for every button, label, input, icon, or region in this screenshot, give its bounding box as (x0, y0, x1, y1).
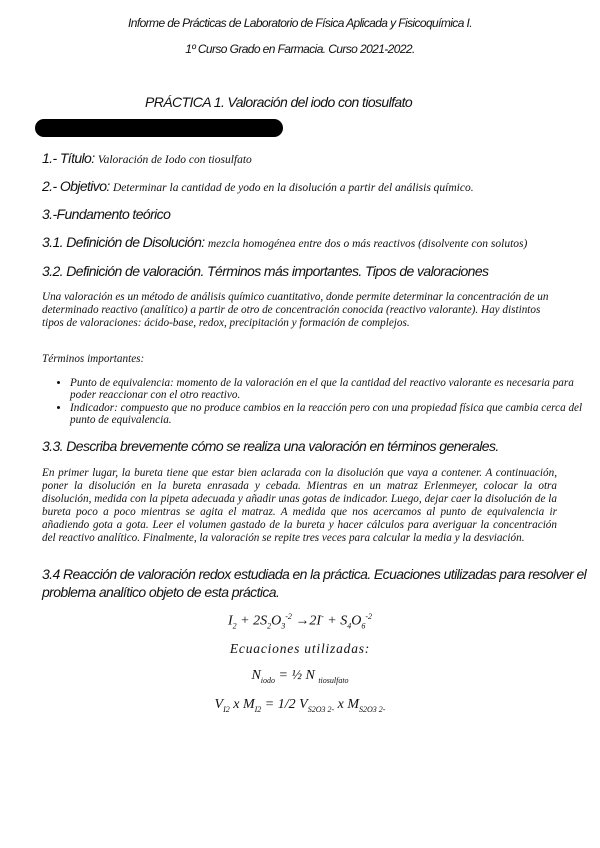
list-item: • Punto de equivalencia: momento de la valoración en el que la cantidad del reactivo valorante es necesaria para poder reaccionar con el otro reactivo. (70, 377, 590, 401)
terminos-label: Términos importantes: (42, 353, 145, 365)
thiosulfate-o-sub: 3 (281, 621, 286, 631)
section-titulo (42, 150, 252, 166)
eq2-vs-sub: S2O3 2- (307, 704, 335, 714)
reactant-i: I (227, 613, 233, 629)
reaction-equation (0, 612, 600, 630)
redacted-name-bar (35, 119, 283, 137)
objetivo-label: 2.- Objetivo: (42, 178, 110, 194)
eq1-t-sub: tiosulfato (318, 675, 349, 685)
thiosulfate-o: O (271, 613, 282, 629)
reactant-i-sub: 2 (232, 621, 237, 631)
thiosulfate-charge: -2 (285, 612, 292, 621)
titulo-label: 1.- Título: (42, 150, 95, 166)
eq2-v-sub: I2 (223, 704, 230, 714)
eq2-m-sub: I2 (254, 704, 262, 714)
objetivo-value: Determinar la cantidad de yodo en la disolución a partir del análisis químico. (112, 182, 474, 194)
equation-volume (0, 697, 600, 714)
tetrathionate-s-sub: 4 (347, 621, 352, 631)
practice-title: PRÁCTICA 1. Valoración del iodo con tiosulfato (145, 94, 413, 110)
eq2-rest: = 1/2 V (264, 697, 308, 712)
list-item: • Indicador: compuesto que no produce cambios en la reacción pero con una propiedad física que cambia cerca del punto de equivalencia. (70, 402, 590, 426)
plus-thiosulfate: + 2S (240, 613, 268, 629)
eq2-v: V (214, 697, 224, 712)
eq1-n-sub: iodo (260, 675, 276, 685)
tetrathionate-o: O (351, 613, 362, 629)
section-def-disolucion (42, 234, 527, 250)
terminos-list (42, 377, 590, 427)
iodide-charge: - (321, 612, 324, 621)
section-objetivo (42, 178, 474, 194)
header-line-2: 1º Curso Grado en Farmacia. Curso 2021-2022. (185, 42, 415, 56)
eq2-ms-sub: S2O3 2- (359, 704, 386, 714)
valoracion-paragraph: Una valoración es un método de análisis químico cuantitativo, donde permite determinar la concentración de un determinado reactivo (analítico) a partir de otro de concentración conocida (reactivo valorante). Hay distintos tipos de valoraciones: ácido-base, redox, precipitación y formación de complejos. (42, 291, 549, 329)
eq2-x2: x M (337, 697, 360, 712)
describa-paragraph: En primer lugar, la bureta tiene que estar bien aclarada con la disolución que vaya a contener. A continuación, poner la disolución en la bureta enrasada y cebada. Mientras en un matraz Erlenmeyer, colocar la otra disolución, medida con la pipeta adecuada y añadir unas gotas de indicador. Luego, dejar caer la disolución de la bureta poco a poco mientras se agita el matraz. A medida que nos acercamos al punto de equivalencia ir añadiendo gota a gota. Leer el volumen gastado de la bureta y hacer cálculos para averiguar la concentración del reactivo analítico. Finalmente, la valoración se repite tres veces para calcular la media y la desviación. (42, 467, 557, 544)
equation-normality (0, 668, 600, 685)
section-def-valoracion: 3.2. Definición de valoración. Términos más importantes. Tipos de valoraciones (42, 263, 489, 279)
eq1-n: N (251, 668, 261, 683)
eq1-rest: = ½ N (278, 668, 315, 683)
reaction-arrow-iodide: →2I (295, 613, 322, 629)
titulo-value: Valoración de Iodo con tiosulfato (97, 154, 252, 166)
ecuaciones-label: Ecuaciones utilizadas: (229, 641, 371, 656)
section-describa: 3.3. Describa brevemente cómo se realiza una valoración en términos generales. (42, 438, 499, 454)
plus-tetrathionate: + S (327, 613, 348, 629)
thiosulfate-s-sub: 2 (267, 621, 272, 631)
eq2-x1: x M (233, 697, 255, 712)
def-disolucion-value: mezcla homogénea entre dos o más reactivos (disolvente con solutos) (207, 238, 528, 250)
header-line-1: Informe de Prácticas de Laboratorio de Física Aplicada y Fisicoquímica I. (128, 16, 472, 30)
section-fundamento: 3.-Fundamento teórico (42, 206, 171, 222)
tetrathionate-o-sub: 6 (361, 621, 366, 631)
def-disolucion-label: 3.1. Definición de Disolución: (42, 234, 205, 250)
section-reaccion-line-2: problema analítico objeto de esta práctica. (42, 584, 280, 600)
tetrathionate-charge: -2 (365, 612, 372, 621)
section-reaccion-line-1: 3.4 Reacción de valoración redox estudiada en la práctica. Ecuaciones utilizadas para resolver el (42, 566, 587, 582)
